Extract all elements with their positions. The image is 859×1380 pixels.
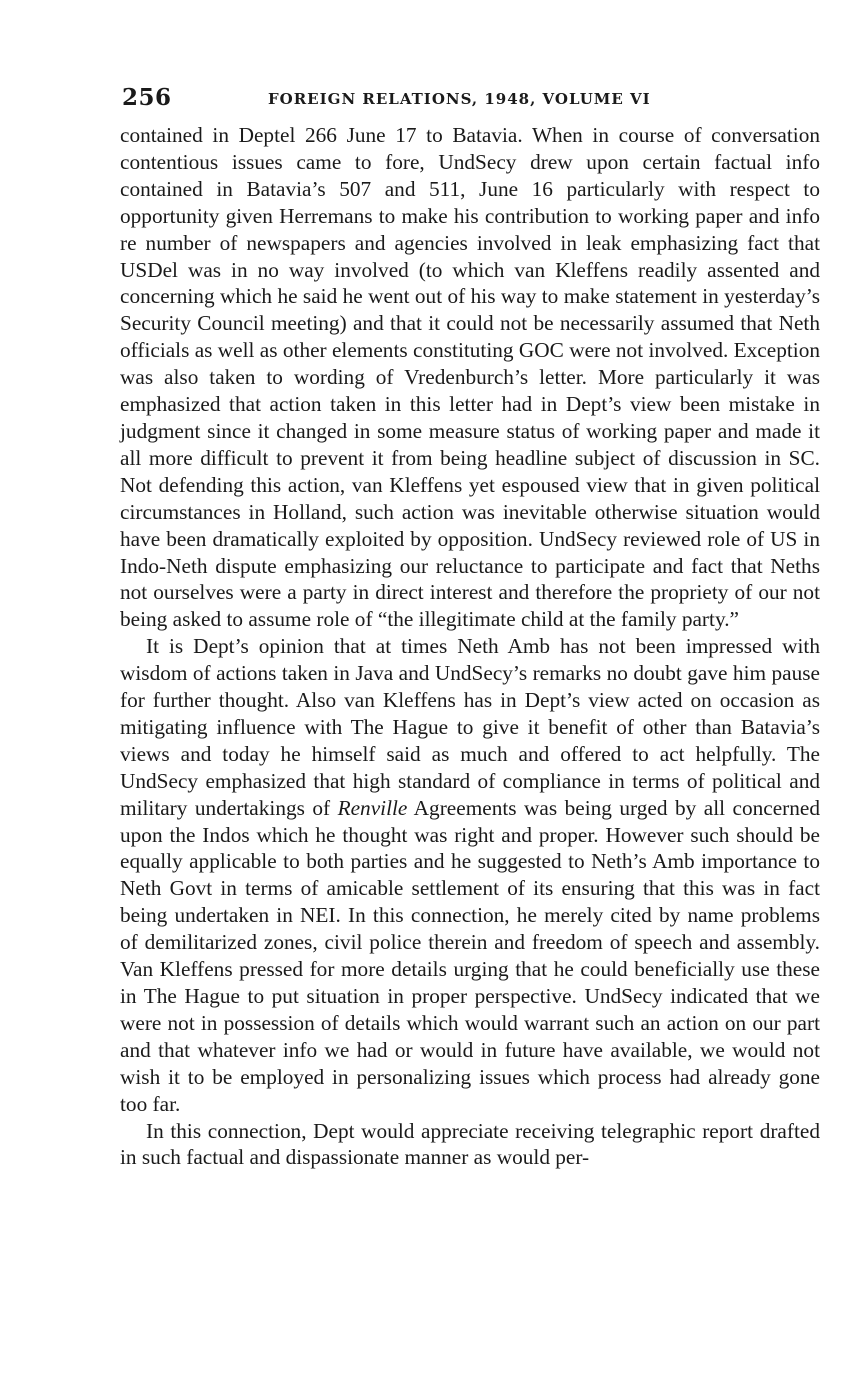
document-page	[120, 84, 820, 1171]
paragraph-2-text-start: It is Dept’s opinion that at times Neth Amb has not been impressed with wisdom of actions taken in Java and UndSecy’s remarks no doubt gave him pause for further thought. Also van Kleffens has in Dept’s view acted on occasion as mitigating influence with The Hague to give it benefit of other than Batavia’s views and today he himself said as much and offered to act helpfully. The UndSecy emphasized that high standard of compliance in terms of political and military undertakings of	[120, 634, 820, 820]
paragraph-1	[120, 122, 820, 633]
page-number: 256	[122, 84, 172, 111]
running-head-title: FOREIGN RELATIONS, 1948, VOLUME VI	[268, 90, 651, 108]
renville-italic: Renville	[337, 795, 408, 820]
paragraph-1-text: contained in Deptel 266 June 17 to Batavia. When in course of conversation contentious issues came to fore, UndSecy drew upon certain factual info contained in Batavia’s 507 and 511, June 16 particularly with respect to opportunity given Herremans to make his contribution to working paper and info re number of newspapers and agencies involved in leak emphasizing fact that USDel was in no way involved (to which van Kleffens readily assented and concerning which he said he went out of his way to make statement in yesterday’s Security Council meeting) and that it could not be necessarily assumed that Neth officials as well as other elements constituting GOC were not involved. Exception was also taken to wording of Vredenburch’s letter. More particularly it was emphasized that action taken in this letter had in Dept’s view been mistake in judgment since it changed in some measure status of working paper and made it all more difficult to prevent it from being headline subject of discussion in SC. Not defending this action, van Kleffens yet espoused view that in given political circumstances in Holland, such action was inevitable otherwise situation would have been dramatically exploited by opposition. UndSecy reviewed role of US in Indo-Neth dispute emphasizing our reluctance to participate and fact that Neths not ourselves were a party in direct interest and therefore the propriety of our not being asked to assume role of “the illegitimate child at the family party.”	[120, 123, 820, 632]
paragraph-2	[120, 633, 820, 1117]
body-text	[120, 122, 820, 1171]
paragraph-3-text: In this connection, Dept would appreciate receiving telegraphic report drafted in such factual and dispassionate manner as would per-	[120, 1118, 820, 1170]
running-head	[120, 84, 820, 118]
paragraph-3	[120, 1118, 820, 1172]
paragraph-2-text-end: Agreements was being urged by all concerned upon the Indos which he thought was right and proper. However such should be equally applicable to both parties and he suggested to Neth’s Amb importance to Neth Govt in terms of amicable settlement of its ensuring that this was in fact being undertaken in NEI. In this connection, he merely cited by name problems of demilitarized zones, civil police therein and freedom of speech and assembly. Van Kleffens pressed for more details urging that he could beneficially use these in The Hague to put situation in proper perspective. UndSecy indicated that we were not in possession of details which would warrant such an action on our part and that whatever info we had or would in future have available, we would not wish it to be employed in personalizing issues which process had already gone too far.	[120, 795, 820, 1116]
